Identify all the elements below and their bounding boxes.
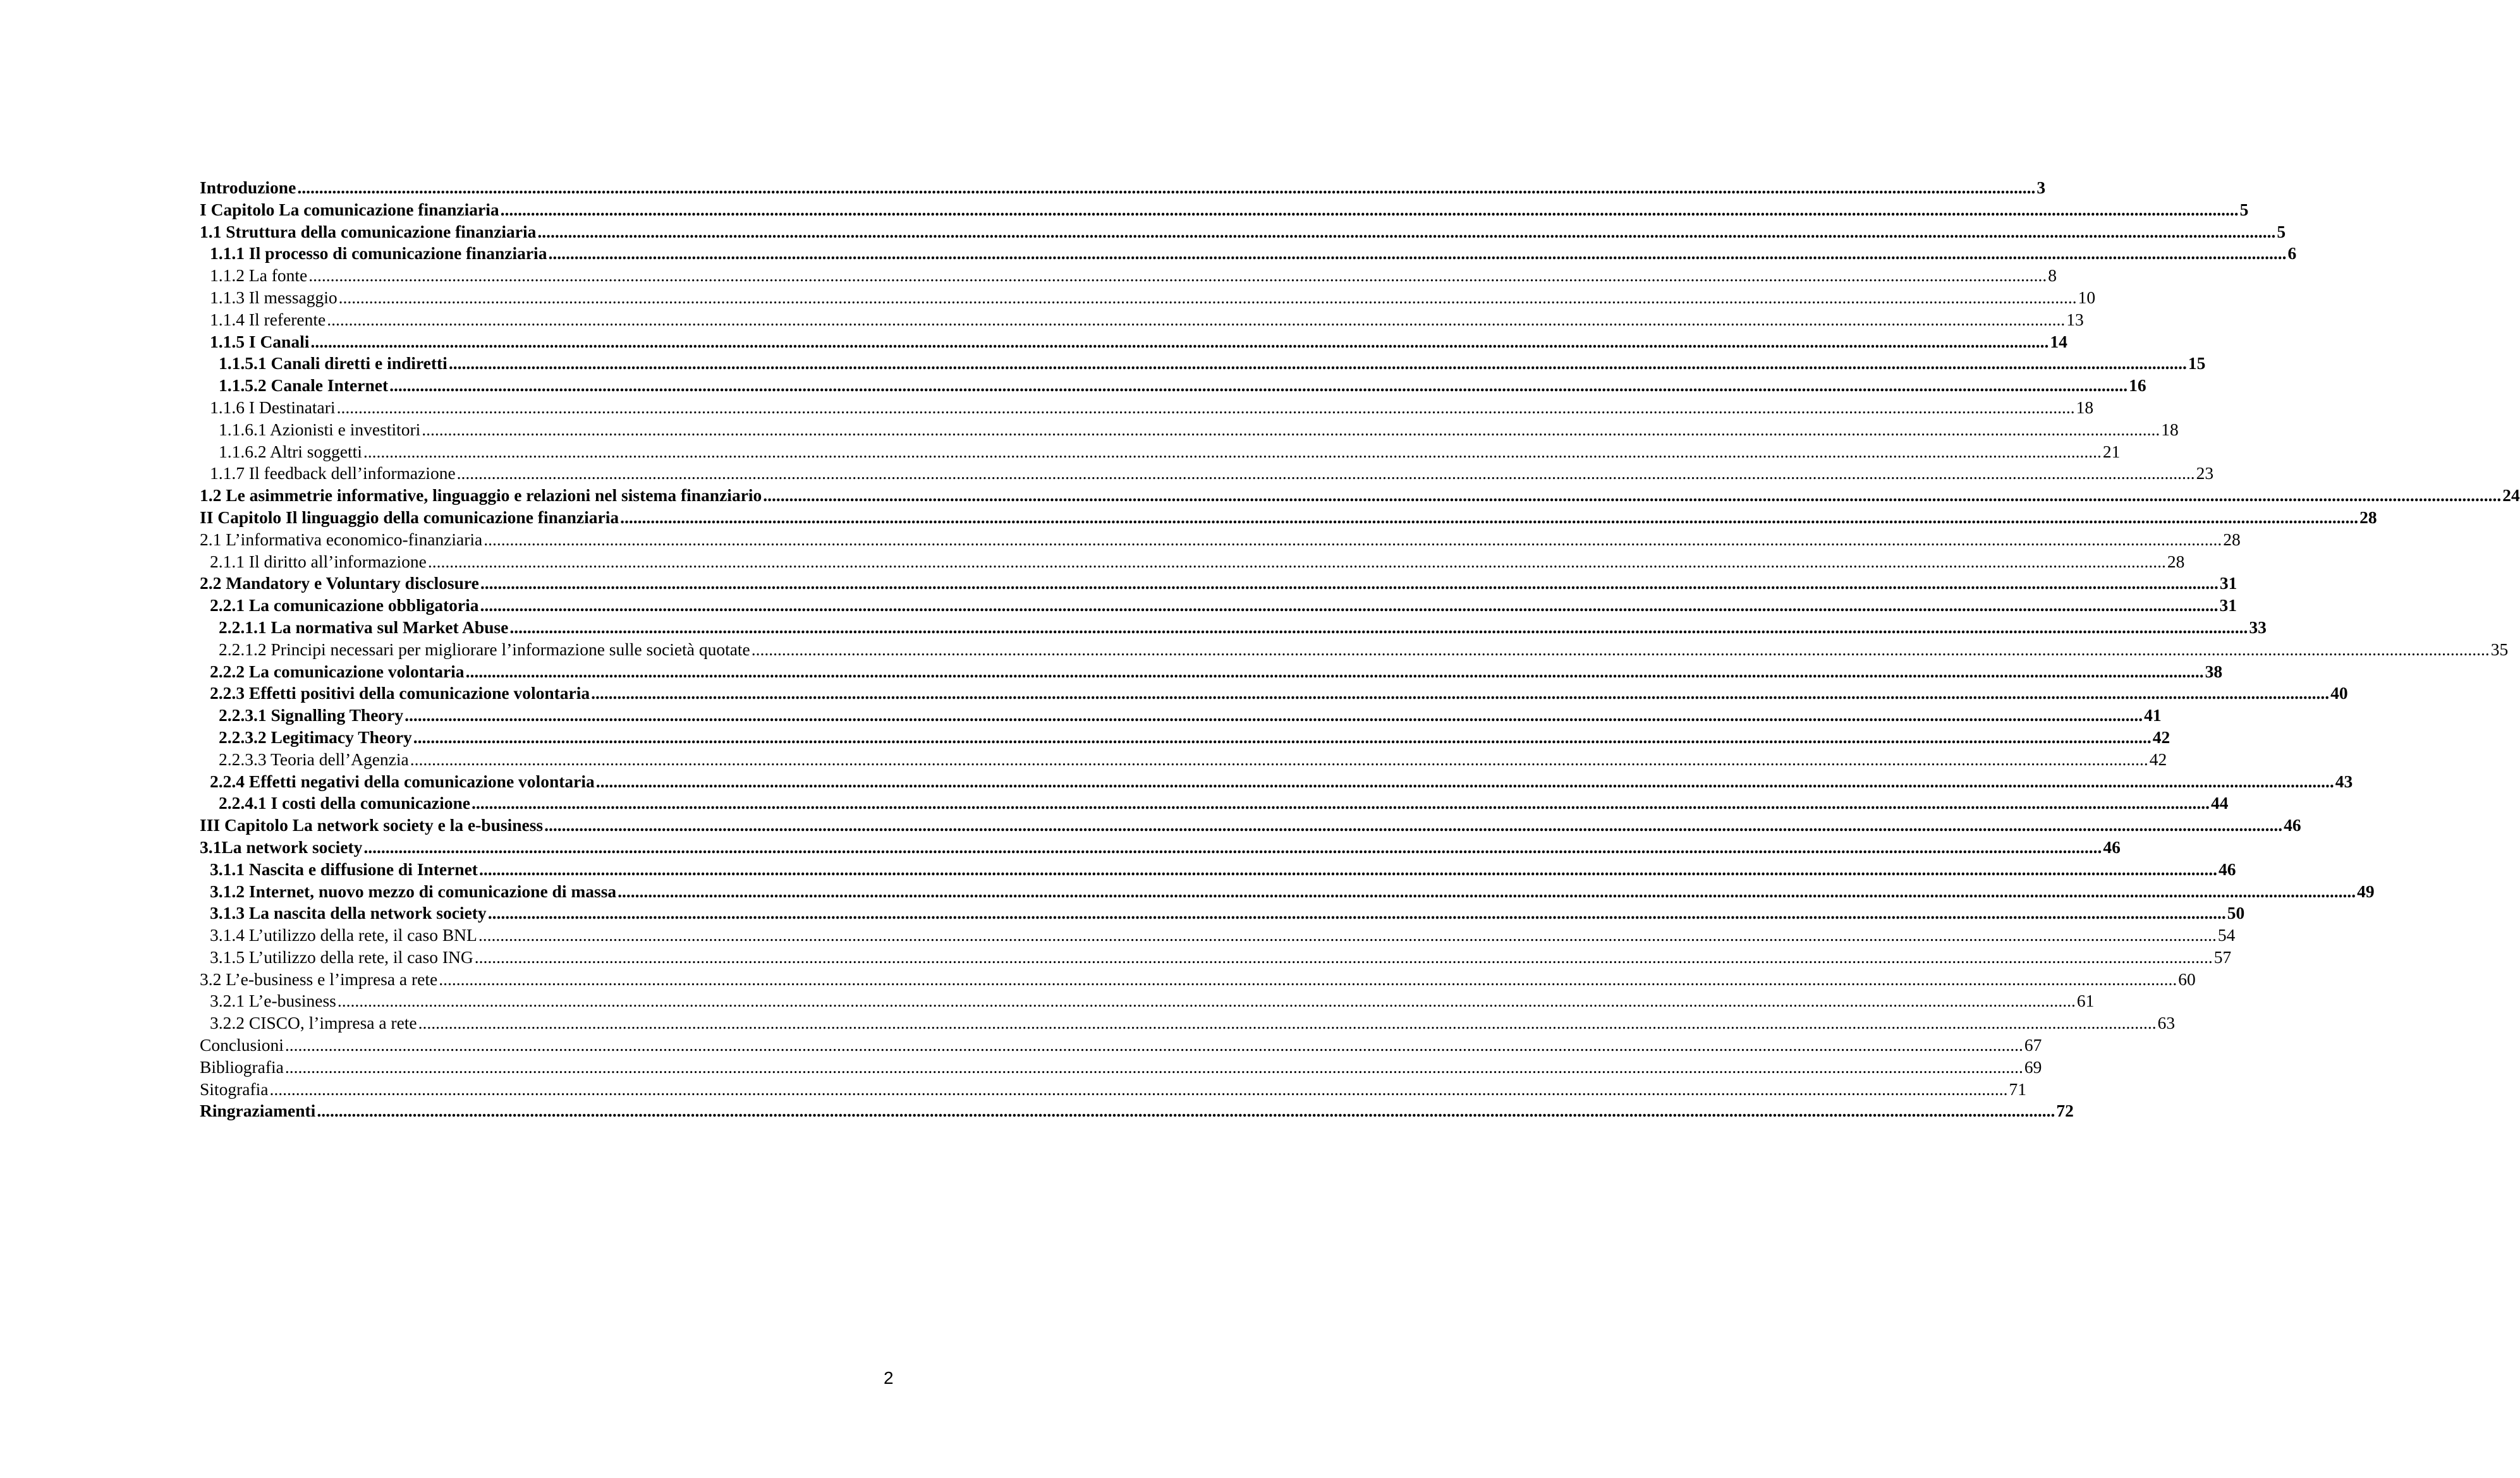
toc-entry[interactable]	[200, 1034, 2042, 1057]
toc-entry-page: 44	[2210, 793, 2229, 813]
toc-entry-title: 3.1.2 Internet, nuovo mezzo di comunicazione di massa	[210, 881, 617, 901]
toc-entry-title: 2.1.1 Il diritto all’informazione	[210, 551, 427, 571]
toc-entry-title: 2.2.4.1 I costi della comunicazione	[219, 793, 470, 813]
toc-entry[interactable]	[200, 661, 2223, 683]
toc-dot-leader: ................................................................................................................................................................................................................................................................................................................................................................................................................	[480, 573, 2219, 593]
toc-entry[interactable]	[200, 727, 2170, 749]
toc-dot-leader: ................................................................................................................................................................................................................................................................................................................................................................................................................	[751, 639, 2490, 659]
toc-entry-title: 1.1.5.2 Canale Internet	[219, 375, 389, 396]
toc-dot-leader: ................................................................................................................................................................................................................................................................................................................................................................................................................	[297, 178, 2036, 197]
toc-dot-leader: ................................................................................................................................................................................................................................................................................................................................................................................................................	[337, 991, 2076, 1011]
toc-entry[interactable]	[200, 947, 2232, 969]
toc-entry-title: 2.2.4 Effetti negativi della comunicazione volontaria	[210, 771, 595, 791]
toc-dot-leader: ................................................................................................................................................................................................................................................................................................................................................................................................................	[618, 881, 2356, 901]
toc-entry-title: 1.1.6 I Destinatari	[210, 397, 336, 417]
toc-entry[interactable]	[200, 749, 2167, 771]
toc-entry-page: 63	[2157, 1013, 2176, 1033]
toc-dot-leader: ................................................................................................................................................................................................................................................................................................................................................................................................................	[509, 617, 2248, 637]
toc-entry[interactable]	[200, 837, 2121, 859]
toc-entry-title: Conclusioni	[200, 1035, 284, 1055]
toc-dot-leader: ................................................................................................................................................................................................................................................................................................................................................................................................................	[480, 595, 2219, 615]
toc-dot-leader: ................................................................................................................................................................................................................................................................................................................................................................................................................	[487, 903, 2226, 923]
toc-entry[interactable]	[200, 682, 2348, 705]
toc-entry-page: 28	[2167, 551, 2185, 571]
toc-entry-page: 67	[2024, 1035, 2042, 1055]
toc-entry-title: 3.1.3 La nascita della network society	[210, 903, 487, 923]
toc-dot-leader: ................................................................................................................................................................................................................................................................................................................................................................................................................	[537, 221, 2276, 241]
toc-dot-leader: ................................................................................................................................................................................................................................................................................................................................................................................................................	[308, 265, 2047, 286]
toc-entry-title: 2.2.1 La comunicazione obbligatoria	[210, 595, 479, 615]
toc-entry[interactable]	[200, 507, 2377, 529]
toc-entry[interactable]	[200, 792, 2229, 815]
toc-entry[interactable]	[200, 551, 2185, 573]
toc-entry[interactable]	[200, 529, 2241, 551]
toc-dot-leader: ................................................................................................................................................................................................................................................................................................................................................................................................................	[478, 859, 2217, 879]
toc-dot-leader: ................................................................................................................................................................................................................................................................................................................................................................................................................	[456, 463, 2195, 483]
toc-entry-title: 3.2.1 L’e-business	[210, 991, 336, 1011]
toc-dot-leader: ................................................................................................................................................................................................................................................................................................................................................................................................................	[448, 353, 2187, 373]
toc-dot-leader: ................................................................................................................................................................................................................................................................................................................................................................................................................	[284, 1057, 2023, 1077]
toc-dot-leader: ................................................................................................................................................................................................................................................................................................................................................................................................................	[338, 287, 2077, 307]
toc-dot-leader: ................................................................................................................................................................................................................................................................................................................................................................................................................	[410, 749, 2148, 769]
toc-entry[interactable]	[200, 375, 2146, 397]
toc-entry-page: 18	[2076, 397, 2094, 417]
toc-entry-page: 46	[2103, 837, 2121, 857]
toc-entry[interactable]	[200, 243, 2297, 265]
toc-entry-page: 13	[2066, 309, 2084, 329]
toc-entry-page: 5	[2277, 221, 2286, 241]
toc-entry-page: 5	[2239, 199, 2249, 219]
toc-entry-title: 1.1.4 Il referente	[210, 309, 326, 329]
toc-dot-leader: ................................................................................................................................................................................................................................................................................................................................................................................................................	[413, 727, 2152, 747]
toc-entry-page: 61	[2076, 991, 2095, 1011]
toc-entry-page: 43	[2335, 771, 2353, 791]
toc-dot-leader: ................................................................................................................................................................................................................................................................................................................................................................................................................	[389, 375, 2128, 396]
toc-entry-page: 69	[2024, 1057, 2042, 1077]
toc-dot-leader: ................................................................................................................................................................................................................................................................................................................................................................................................................	[474, 947, 2213, 967]
toc-dot-leader: ................................................................................................................................................................................................................................................................................................................................................................................................................	[310, 331, 2049, 351]
toc-dot-leader: ................................................................................................................................................................................................................................................................................................................................................................................................................	[284, 1035, 2023, 1055]
toc-entry-title: 3.1.5 L’utilizzo della rete, il caso ING	[210, 947, 473, 967]
toc-entry-page: 3	[2036, 178, 2046, 197]
toc-entry[interactable]	[200, 1012, 2176, 1034]
toc-dot-leader: ................................................................................................................................................................................................................................................................................................................................................................................................................	[465, 661, 2204, 681]
toc-dot-leader: ................................................................................................................................................................................................................................................................................................................................................................................................................	[763, 485, 2502, 506]
page-number: 2	[884, 1368, 894, 1388]
toc-dot-leader: ................................................................................................................................................................................................................................................................................................................................................................................................................	[363, 441, 2102, 461]
toc-entry-page: 24	[2502, 485, 2520, 506]
toc-entry-page: 18	[2161, 419, 2179, 439]
toc-entry[interactable]	[200, 199, 2249, 221]
toc-entry[interactable]	[200, 397, 2094, 419]
toc-entry[interactable]	[200, 221, 2286, 243]
toc-entry-page: 38	[2205, 661, 2223, 681]
toc-entry[interactable]	[200, 595, 2237, 617]
toc-entry-title: 1.1.1 Il processo di comunicazione finanziaria	[210, 243, 547, 263]
toc-entry[interactable]	[200, 617, 2267, 639]
toc-entry[interactable]	[200, 902, 2245, 924]
toc-entry-title: I Capitolo La comunicazione finanziaria	[200, 199, 499, 219]
toc-dot-leader: ................................................................................................................................................................................................................................................................................................................................................................................................................	[427, 551, 2166, 571]
toc-entry-page: 16	[2129, 375, 2146, 396]
toc-dot-leader: ................................................................................................................................................................................................................................................................................................................................................................................................................	[620, 507, 2359, 527]
toc-entry-title: 1.1 Struttura della comunicazione finanziaria	[200, 221, 537, 241]
toc-entry-page: 10	[2078, 287, 2096, 307]
toc-entry-title: 2.2.3.2 Legitimacy Theory	[219, 727, 412, 747]
toc-entry[interactable]	[200, 419, 2179, 441]
toc-entry[interactable]	[200, 309, 2084, 331]
toc-entry-title: 1.1.6.1 Azionisti e investitori	[219, 419, 421, 439]
toc-entry-page: 42	[2149, 749, 2167, 769]
toc-entry-page: 60	[2178, 969, 2196, 989]
toc-entry-page: 6	[2287, 243, 2297, 263]
toc-entry-title: Ringraziamenti	[200, 1101, 316, 1121]
toc-entry-title: 3.1.1 Nascita e diffusione di Internet	[210, 859, 478, 879]
toc-entry-page: 21	[2102, 441, 2121, 461]
toc-dot-leader: ................................................................................................................................................................................................................................................................................................................................................................................................................	[327, 309, 2066, 329]
toc-entry[interactable]	[200, 353, 2206, 375]
toc-entry-page: 23	[2196, 463, 2214, 483]
toc-entry[interactable]	[200, 881, 2375, 903]
toc-dot-leader: ................................................................................................................................................................................................................................................................................................................................................................................................................	[317, 1101, 2055, 1121]
toc-entry-page: 49	[2357, 881, 2375, 901]
toc-entry-page: 42	[2152, 727, 2170, 747]
toc-entry[interactable]	[200, 639, 2509, 661]
toc-entry[interactable]	[200, 815, 2301, 837]
toc-dot-leader: ................................................................................................................................................................................................................................................................................................................................................................................................................	[484, 529, 2222, 549]
toc-dot-leader: ................................................................................................................................................................................................................................................................................................................................................................................................................	[478, 925, 2217, 945]
toc-entry-title: Sitografia	[200, 1079, 269, 1099]
toc-entry-title: Bibliografia	[200, 1057, 284, 1077]
toc-entry-title: 2.2.1.2 Principi necessari per migliorare l’informazione sulle società quotate	[219, 639, 750, 659]
toc-dot-leader: ................................................................................................................................................................................................................................................................................................................................................................................................................	[595, 771, 2334, 791]
toc-dot-leader: ................................................................................................................................................................................................................................................................................................................................................................................................................	[548, 243, 2287, 263]
toc-entry-title: 2.2.3.1 Signalling Theory	[219, 705, 404, 725]
toc-dot-leader: ................................................................................................................................................................................................................................................................................................................................................................................................................	[500, 199, 2239, 219]
toc-entry-title: 1.1.5 I Canali	[210, 331, 310, 351]
toc-entry-page: 35	[2490, 639, 2509, 659]
toc-entry-title: 1.1.2 La fonte	[210, 265, 308, 286]
toc-entry[interactable]	[200, 485, 2520, 507]
toc-entry[interactable]	[200, 1079, 2026, 1101]
toc-entry[interactable]	[200, 572, 2237, 595]
toc-entry[interactable]	[200, 177, 2046, 199]
toc-entry-title: 3.2 L’e-business e l’impresa a rete	[200, 969, 438, 989]
toc-entry-title: Introduzione	[200, 178, 296, 197]
toc-entry-title: 2.2.1.1 La normativa sul Market Abuse	[219, 617, 509, 637]
toc-entry-page: 15	[2188, 353, 2206, 373]
toc-entry-page: 50	[2227, 903, 2245, 923]
toc-entry-page: 28	[2359, 507, 2377, 527]
toc-entry-title: 3.1La network society	[200, 837, 363, 857]
toc-entry-title: II Capitolo Il linguaggio della comunicazione finanziaria	[200, 507, 619, 527]
toc-dot-leader: ................................................................................................................................................................................................................................................................................................................................................................................................................	[471, 793, 2210, 813]
toc-entry[interactable]	[200, 859, 2236, 881]
toc-entry[interactable]	[200, 1057, 2042, 1079]
toc-entry[interactable]	[200, 705, 2162, 727]
toc-dot-leader: ................................................................................................................................................................................................................................................................................................................................................................................................................	[363, 837, 2102, 857]
toc-entry-page: 33	[2249, 617, 2267, 637]
toc-entry-page: 72	[2056, 1101, 2074, 1121]
toc-entry-page: 14	[2050, 331, 2067, 351]
toc-entry[interactable]	[200, 287, 2096, 309]
toc-entry-title: 2.2.2 La comunicazione volontaria	[210, 661, 465, 681]
toc-entry-title: 1.2 Le asimmetrie informative, linguaggio e relazioni nel sistema finanziario	[200, 485, 762, 506]
toc-entry-title: 1.1.5.1 Canali diretti e indiretti	[219, 353, 447, 373]
toc-entry-page: 31	[2219, 573, 2237, 593]
toc-dot-leader: ................................................................................................................................................................................................................................................................................................................................................................................................................	[591, 683, 2330, 703]
toc-entry[interactable]	[200, 265, 2057, 287]
toc-entry-title: 2.2.3.3 Teoria dell’Agenzia	[219, 749, 409, 769]
toc-entry-title: 2.1 L’informativa economico-finanziaria	[200, 529, 483, 549]
table-of-contents	[200, 177, 2520, 1122]
toc-entry[interactable]	[200, 463, 2214, 485]
toc-entry-title: III Capitolo La network society e la e-business	[200, 815, 544, 835]
toc-dot-leader: ................................................................................................................................................................................................................................................................................................................................................................................................................	[405, 705, 2143, 725]
toc-entry-title: 1.1.6.2 Altri soggetti	[219, 441, 362, 461]
toc-entry-title: 2.2 Mandatory e Voluntary disclosure	[200, 573, 479, 593]
toc-entry[interactable]	[200, 990, 2095, 1012]
toc-entry-page: 46	[2218, 859, 2236, 879]
toc-entry-page: 57	[2213, 947, 2232, 967]
toc-dot-leader: ................................................................................................................................................................................................................................................................................................................................................................................................................	[336, 397, 2075, 417]
toc-entry[interactable]	[200, 1100, 2074, 1122]
toc-entry-title: 3.2.2 CISCO, l’impresa a rete	[210, 1013, 417, 1033]
toc-entry-title: 1.1.3 Il messaggio	[210, 287, 338, 307]
toc-entry[interactable]	[200, 969, 2196, 991]
toc-entry[interactable]	[200, 924, 2236, 947]
toc-entry-page: 31	[2219, 595, 2237, 615]
toc-entry-page: 46	[2284, 815, 2301, 835]
toc-dot-leader: ................................................................................................................................................................................................................................................................................................................................................................................................................	[422, 419, 2160, 439]
toc-entry-page: 28	[2223, 529, 2241, 549]
toc-entry-page: 8	[2048, 265, 2057, 286]
toc-entry-page: 40	[2330, 683, 2348, 703]
toc-dot-leader: ................................................................................................................................................................................................................................................................................................................................................................................................................	[439, 969, 2177, 989]
toc-entry[interactable]	[200, 771, 2353, 793]
toc-entry-title: 3.1.4 L’utilizzo della rete, il caso BNL	[210, 925, 477, 945]
toc-entry-title: 1.1.7 Il feedback dell’informazione	[210, 463, 456, 483]
toc-entry-page: 41	[2144, 705, 2162, 725]
toc-entry-page: 54	[2217, 925, 2236, 945]
toc-dot-leader: ................................................................................................................................................................................................................................................................................................................................................................................................................	[269, 1079, 2008, 1099]
toc-entry-page: 71	[2009, 1079, 2026, 1099]
toc-dot-leader: ................................................................................................................................................................................................................................................................................................................................................................................................................	[544, 815, 2283, 835]
toc-entry[interactable]	[200, 441, 2121, 463]
toc-entry[interactable]	[200, 331, 2067, 353]
toc-dot-leader: ................................................................................................................................................................................................................................................................................................................................................................................................................	[418, 1013, 2157, 1033]
toc-entry-title: 2.2.3 Effetti positivi della comunicazione volontaria	[210, 683, 590, 703]
